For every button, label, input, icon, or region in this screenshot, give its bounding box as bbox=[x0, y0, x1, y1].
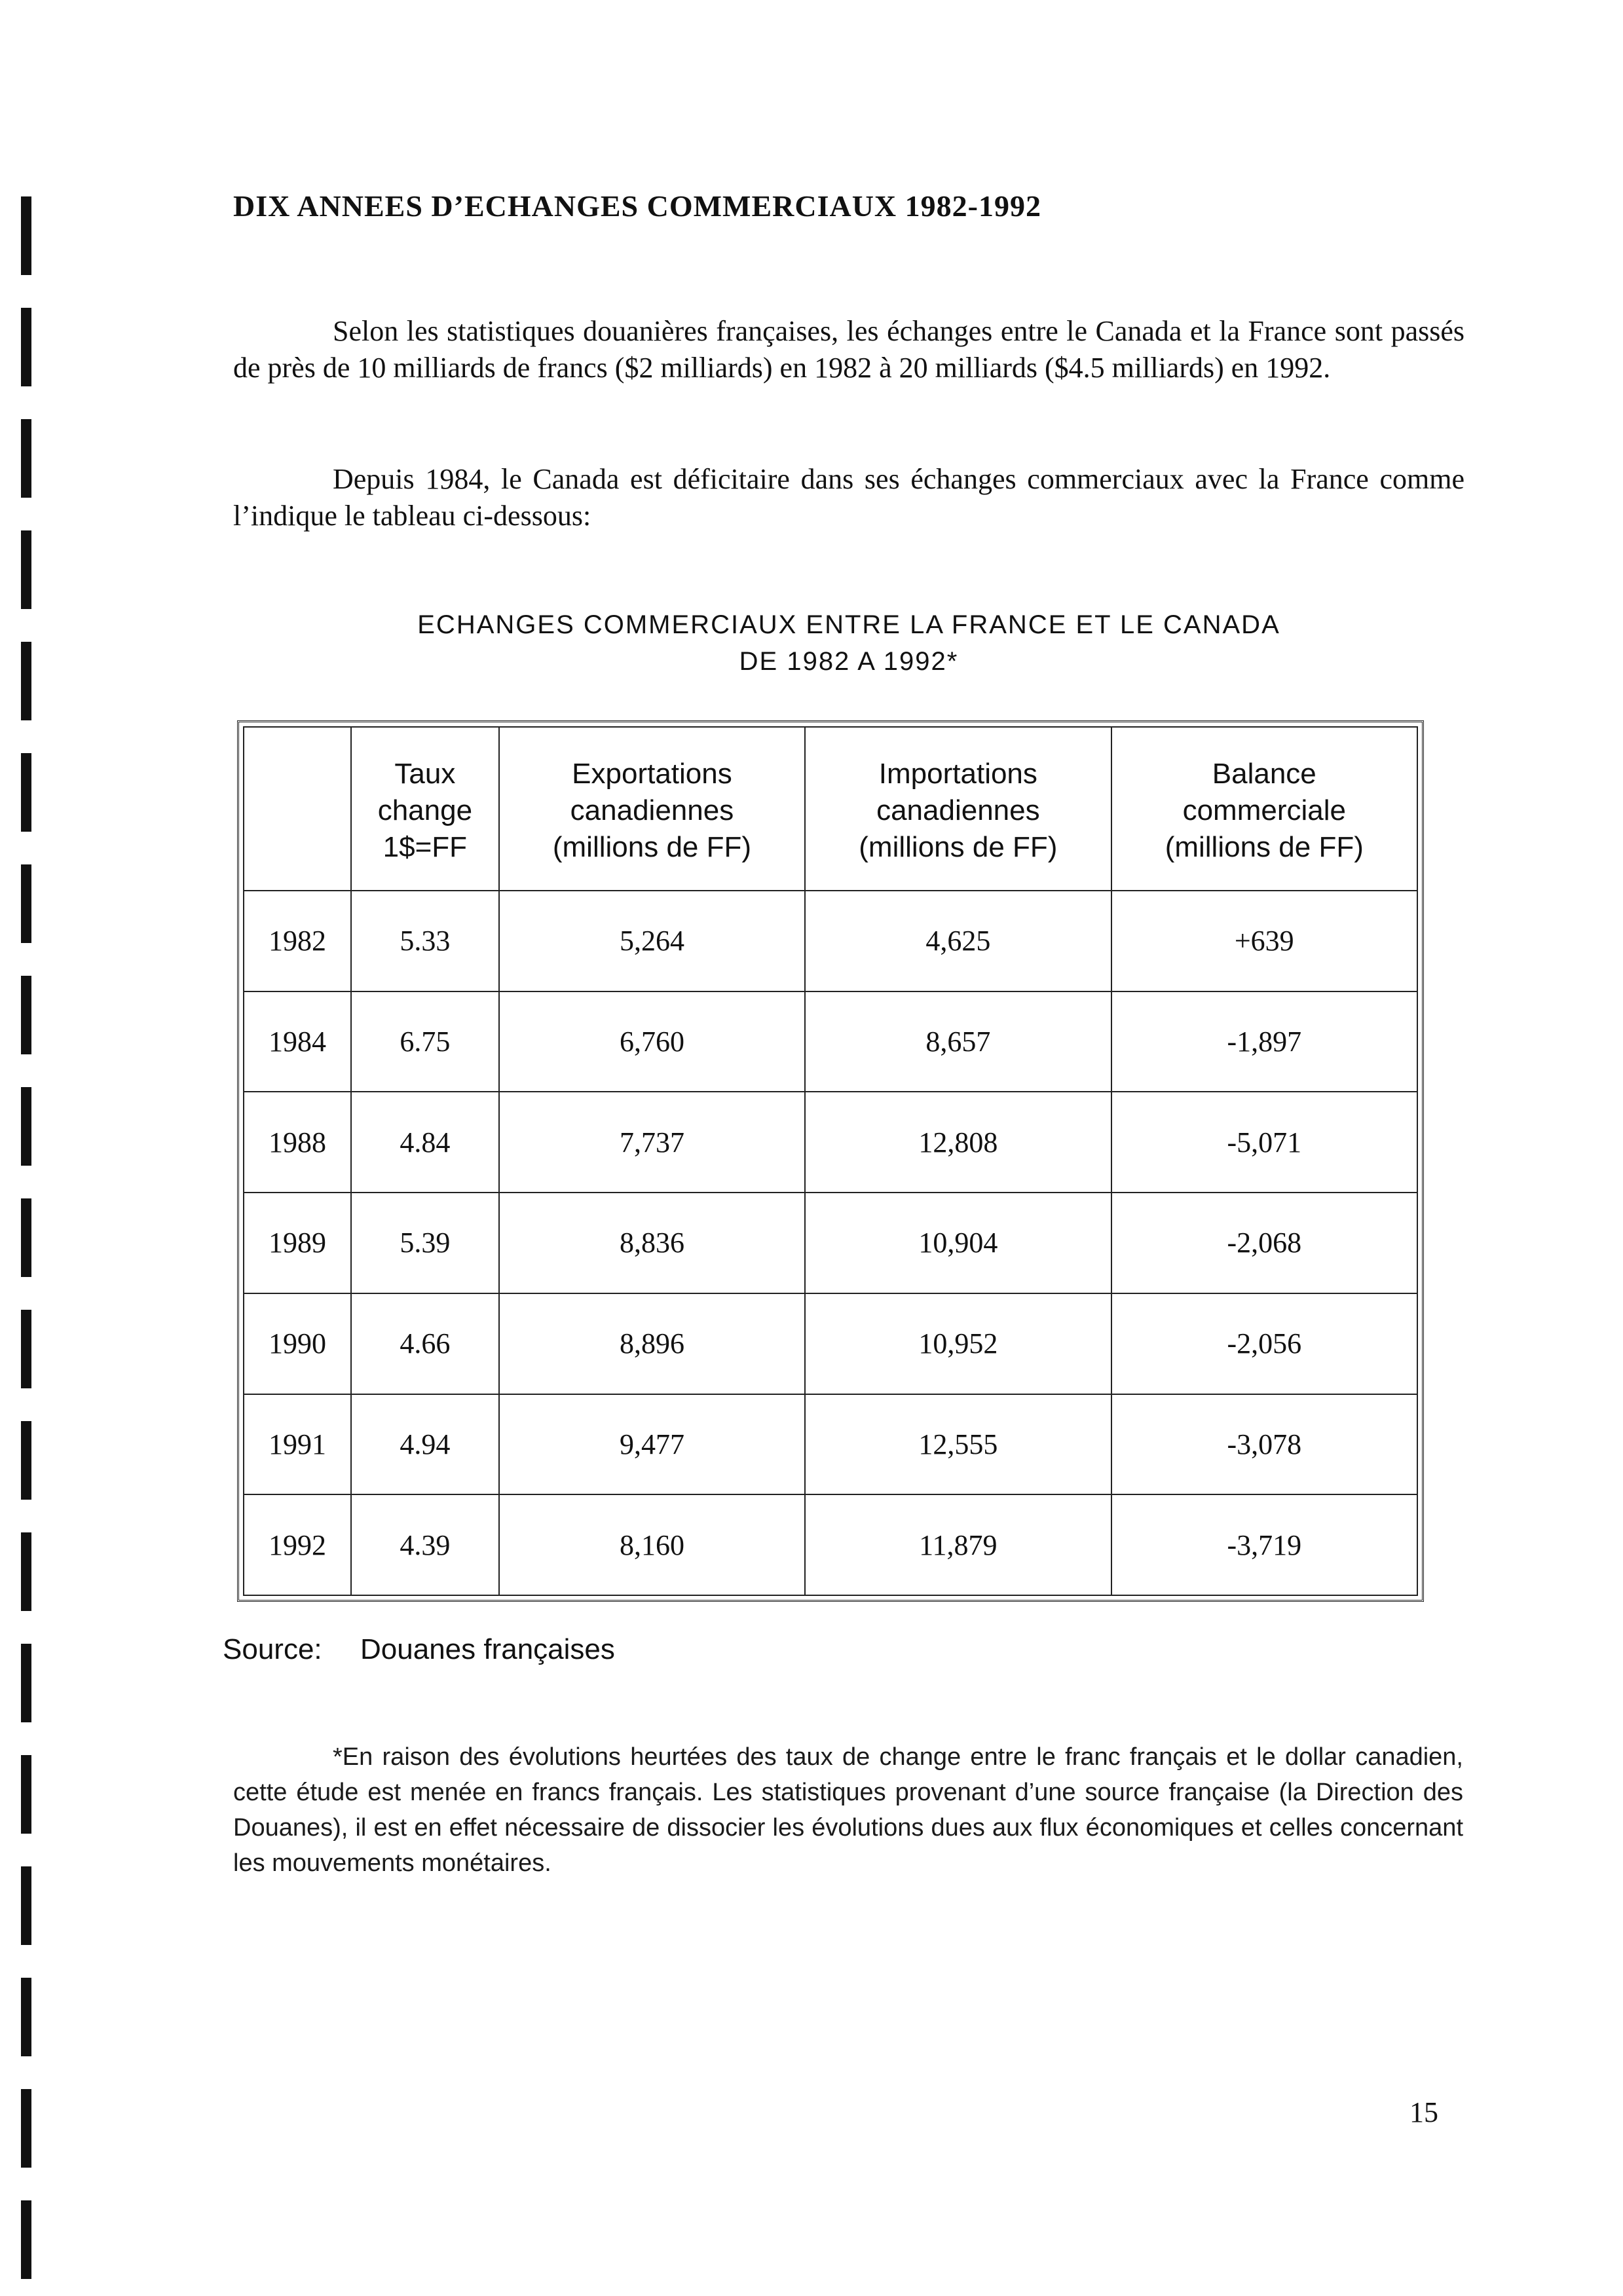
page-number: 15 bbox=[1409, 2096, 1438, 2128]
table-header-row bbox=[244, 727, 1417, 891]
intro-paragraph: Selon les statistiques douanières françaises, les échanges entre le Canada et la France sont passés de près de 10 milliards de francs ($2 milliards) en 1982 à 20 milliards ($4.5 milliards) en 1992. bbox=[233, 315, 1464, 384]
table-row bbox=[244, 1293, 1417, 1394]
source-label: Source: bbox=[223, 1633, 322, 1665]
trade-table bbox=[243, 726, 1418, 1596]
source-line bbox=[223, 1633, 615, 1666]
binding-hole bbox=[21, 308, 31, 386]
header-balance-line: commerciale bbox=[1182, 794, 1346, 826]
cell-exports: 8,836 bbox=[499, 1193, 805, 1293]
table-row bbox=[244, 1394, 1417, 1495]
binding-hole bbox=[21, 530, 31, 609]
header-exports bbox=[499, 727, 805, 891]
cell-year: 1982 bbox=[244, 891, 351, 991]
cell-imports: 12,555 bbox=[805, 1394, 1111, 1495]
binding-hole bbox=[21, 1198, 31, 1277]
header-imports-line: canadiennes bbox=[876, 794, 1040, 826]
binding-hole bbox=[21, 1755, 31, 1834]
cell-imports: 10,904 bbox=[805, 1193, 1111, 1293]
binding-hole bbox=[21, 1421, 31, 1500]
cell-balance: -3,078 bbox=[1111, 1394, 1417, 1495]
header-balance-line: Balance bbox=[1212, 757, 1316, 790]
cell-exports: 8,896 bbox=[499, 1293, 805, 1394]
header-year bbox=[244, 727, 351, 891]
cell-imports: 12,808 bbox=[805, 1092, 1111, 1193]
cell-balance: +639 bbox=[1111, 891, 1417, 991]
cell-exports: 9,477 bbox=[499, 1394, 805, 1495]
binding-hole bbox=[21, 642, 31, 720]
cell-exports: 8,160 bbox=[499, 1494, 805, 1595]
binding-holes bbox=[13, 0, 39, 2296]
cell-year: 1984 bbox=[244, 991, 351, 1092]
header-imports bbox=[805, 727, 1111, 891]
header-imports-line: (millions de FF) bbox=[859, 830, 1058, 863]
cell-year: 1992 bbox=[244, 1494, 351, 1595]
cell-rate: 5.33 bbox=[351, 891, 499, 991]
cell-exports: 5,264 bbox=[499, 891, 805, 991]
page-heading: DIX ANNEES D’ECHANGES COMMERCIAUX 1982-1992 bbox=[233, 189, 1041, 223]
deficit-paragraph: Depuis 1984, le Canada est déficitaire dans ses échanges commerciaux avec la France comme l’indique le tableau ci-dessous: bbox=[233, 463, 1464, 532]
binding-hole bbox=[21, 1087, 31, 1166]
cell-year: 1988 bbox=[244, 1092, 351, 1193]
header-exports-line: Exportations bbox=[572, 757, 732, 790]
binding-hole bbox=[21, 2089, 31, 2168]
cell-imports: 8,657 bbox=[805, 991, 1111, 1092]
cell-rate: 5.39 bbox=[351, 1193, 499, 1293]
table-row bbox=[244, 1193, 1417, 1293]
binding-hole bbox=[21, 1532, 31, 1611]
header-exports-line: (millions de FF) bbox=[552, 830, 752, 863]
binding-hole bbox=[21, 1978, 31, 2056]
header-balance bbox=[1111, 727, 1417, 891]
cell-rate: 4.94 bbox=[351, 1394, 499, 1495]
header-rate-line: Taux bbox=[394, 757, 456, 790]
table-row bbox=[244, 991, 1417, 1092]
cell-balance: -2,068 bbox=[1111, 1193, 1417, 1293]
cell-rate: 4.66 bbox=[351, 1293, 499, 1394]
binding-hole bbox=[21, 1866, 31, 1945]
cell-balance: -2,056 bbox=[1111, 1293, 1417, 1394]
binding-hole bbox=[21, 753, 31, 832]
binding-hole bbox=[21, 1644, 31, 1722]
table-row bbox=[244, 1494, 1417, 1595]
footnote: *En raison des évolutions heurtées des taux de change entre le franc français et le dollar canadien, cette étude est menée en francs français. Les statistiques provenant d’une source française (la Direction des Douanes), il est en effet nécessaire de dissocier les évolutions dues aux flux économiques et celles concernant les mouvements monétaires. bbox=[233, 1743, 1463, 1877]
table-row bbox=[244, 1092, 1417, 1193]
binding-hole bbox=[21, 2200, 31, 2279]
header-rate-line: 1$=FF bbox=[382, 830, 468, 863]
cell-imports: 4,625 bbox=[805, 891, 1111, 991]
table-caption-line2: DE 1982 A 1992* bbox=[739, 647, 959, 676]
binding-hole bbox=[21, 419, 31, 498]
header-rate bbox=[351, 727, 499, 891]
binding-hole bbox=[21, 196, 31, 275]
cell-exports: 6,760 bbox=[499, 991, 805, 1092]
binding-hole bbox=[21, 864, 31, 943]
table-row bbox=[244, 891, 1417, 991]
trade-table-frame bbox=[237, 720, 1424, 1602]
cell-balance: -5,071 bbox=[1111, 1092, 1417, 1193]
header-rate-line: change bbox=[377, 794, 473, 826]
cell-rate: 6.75 bbox=[351, 991, 499, 1092]
source-value: Douanes françaises bbox=[360, 1633, 615, 1665]
cell-rate: 4.84 bbox=[351, 1092, 499, 1193]
cell-year: 1990 bbox=[244, 1293, 351, 1394]
header-balance-line: (millions de FF) bbox=[1165, 830, 1364, 863]
cell-imports: 10,952 bbox=[805, 1293, 1111, 1394]
cell-balance: -1,897 bbox=[1111, 991, 1417, 1092]
table-caption-line1: ECHANGES COMMERCIAUX ENTRE LA FRANCE ET LE CANADA bbox=[417, 610, 1280, 639]
cell-imports: 11,879 bbox=[805, 1494, 1111, 1595]
header-exports-line: canadiennes bbox=[570, 794, 734, 826]
cell-balance: -3,719 bbox=[1111, 1494, 1417, 1595]
binding-hole bbox=[21, 976, 31, 1054]
cell-year: 1989 bbox=[244, 1193, 351, 1293]
cell-exports: 7,737 bbox=[499, 1092, 805, 1193]
cell-rate: 4.39 bbox=[351, 1494, 499, 1595]
header-imports-line: Importations bbox=[878, 757, 1037, 790]
binding-hole bbox=[21, 1310, 31, 1388]
cell-year: 1991 bbox=[244, 1394, 351, 1495]
